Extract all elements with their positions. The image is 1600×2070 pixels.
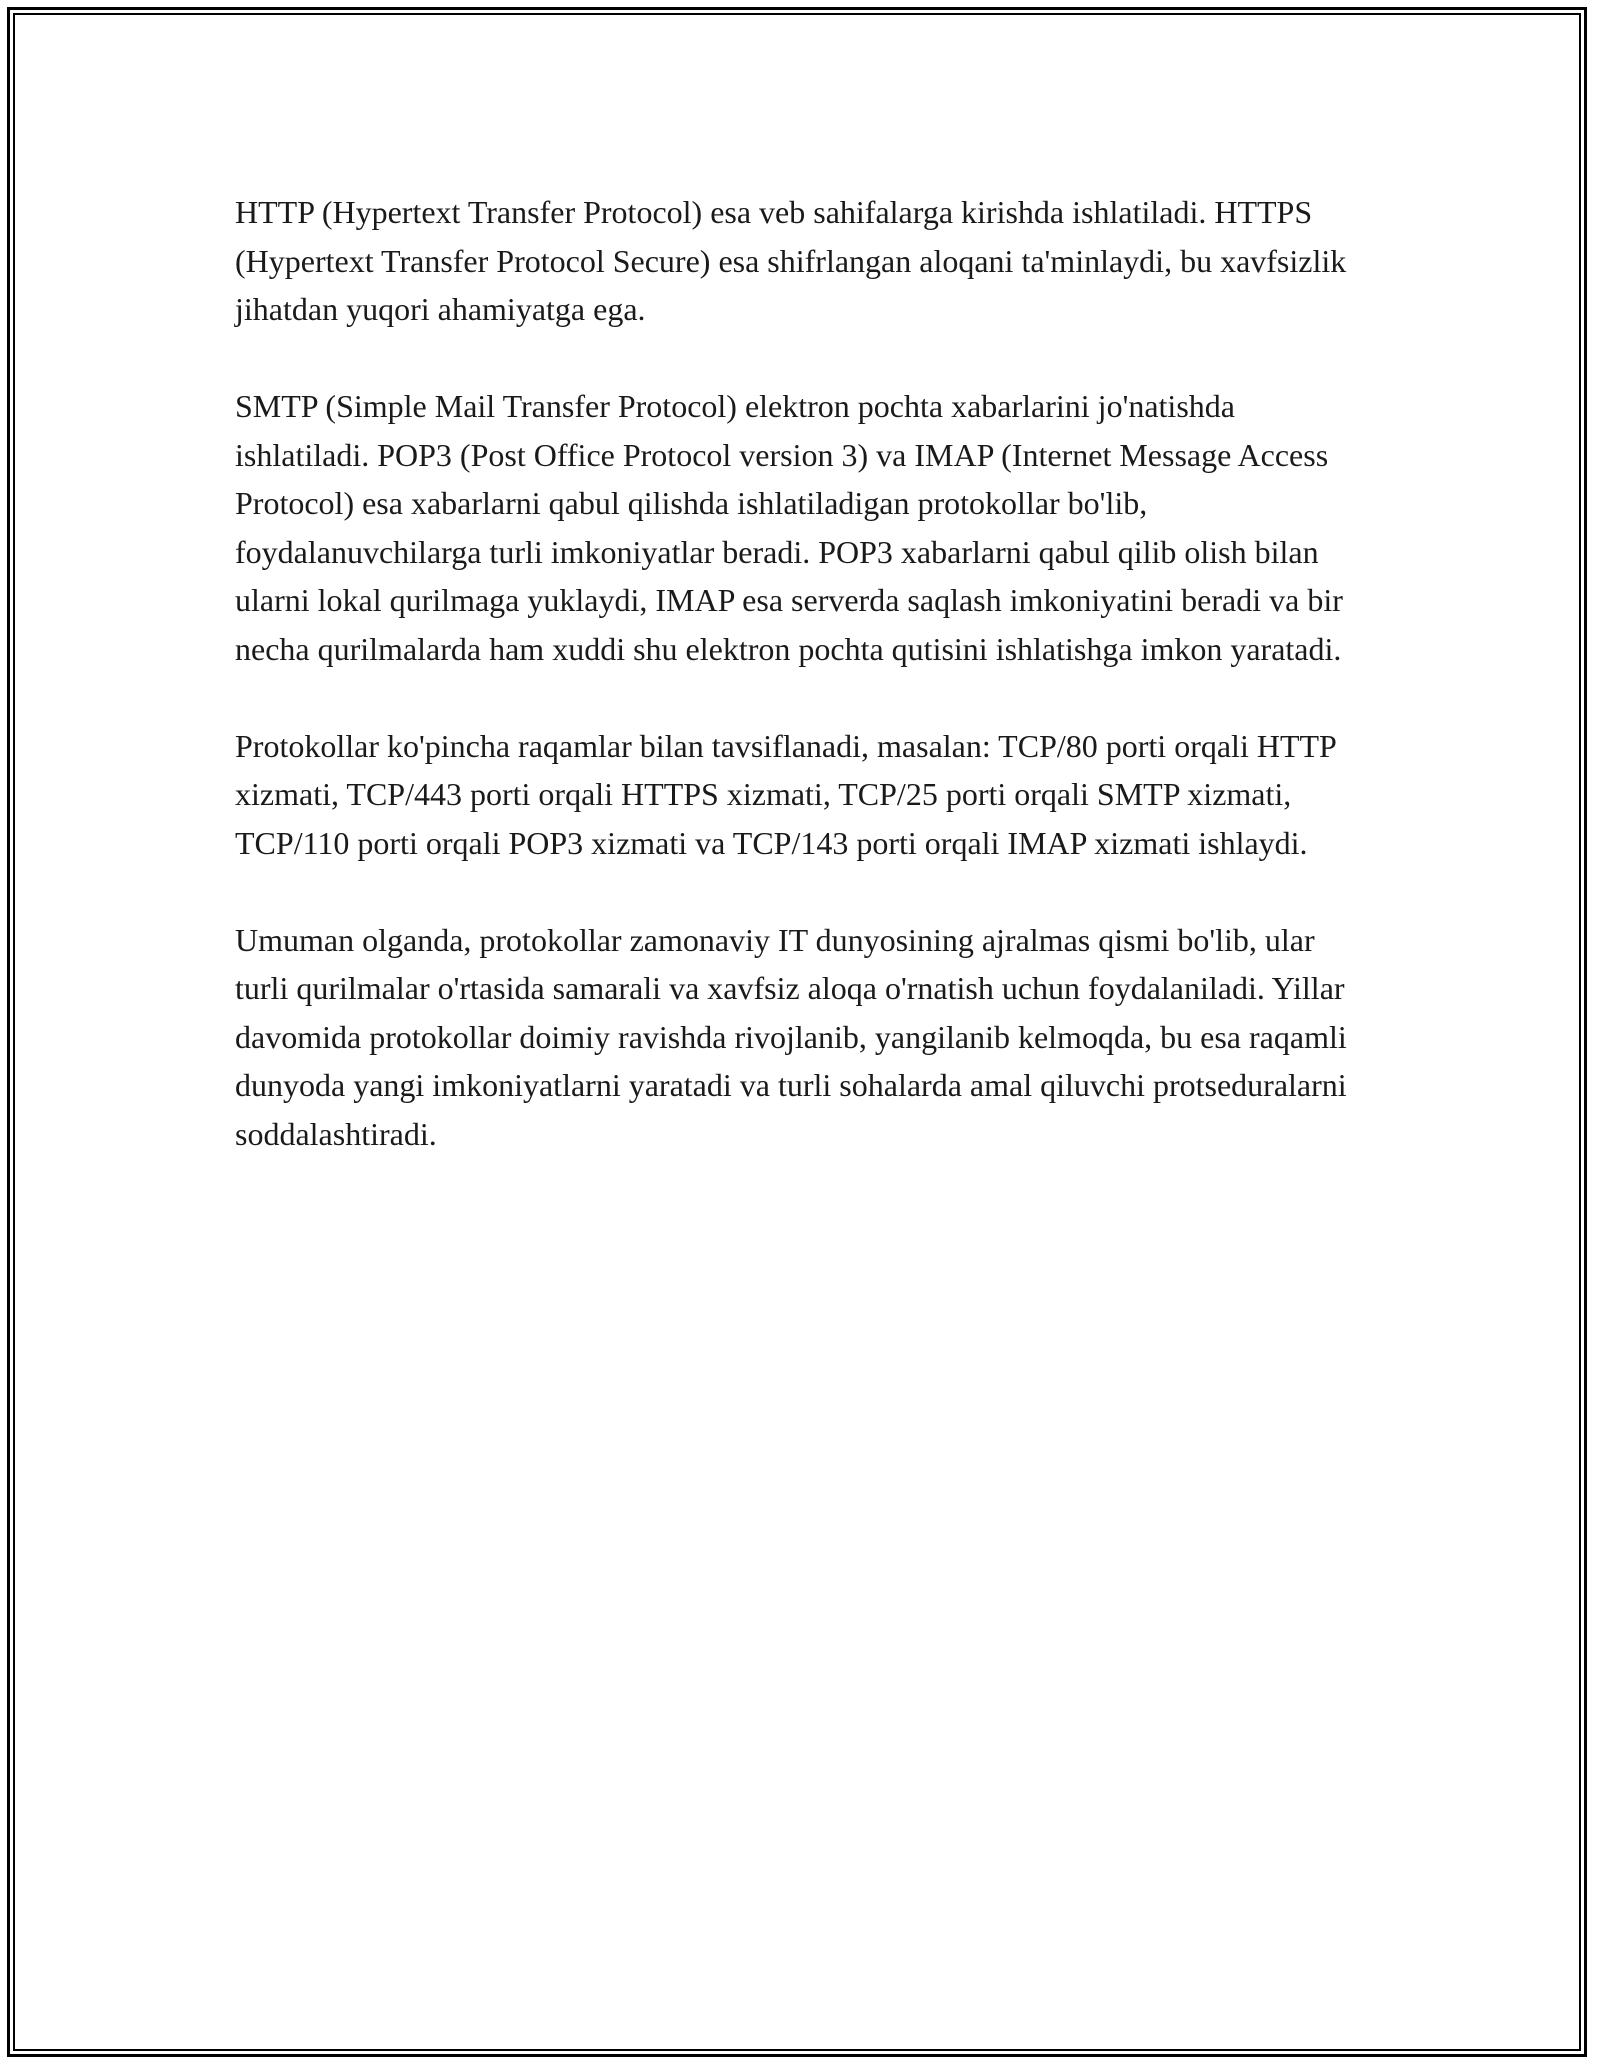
document-body (235, 188, 1365, 1207)
paragraph-protocol-ports: Protokollar ko'pincha raqamlar bilan tavsiflanadi, masalan: TCP/80 porti orqali HTTP xizmati, TCP/443 porti orqali HTTPS xizmati, TCP/25 porti orqali SMTP xizmati, TCP/110 porti orqali POP3 xizmati va TCP/143 porti orqali IMAP xizmati ishlaydi. (235, 727, 1336, 861)
paragraph-conclusion: Umuman olganda, protokollar zamonaviy IT dunyosining ajralmas qismi bo'lib, ular turli qurilmalar o'rtasida samarali va xavfsiz aloqa o'rnatish uchun foydalaniladi. Yillar davomida protokollar doimiy ravishda rivojlanib, yangilanib kelmoqda, bu esa raqamli dunyoda yangi imkoniyatlarni yaratadi va turli sohalarda amal qiluvchi protseduralarni soddalashtiradi. (235, 921, 1347, 1152)
paragraph-http-https: HTTP (Hypertext Transfer Protocol) esa veb sahifalarga kirishda ishlatiladi. HTTPS (Hypertext Transfer Protocol Secure) esa shifrlangan aloqani ta'minlaydi, bu xavfsizlik jihatdan yuqori ahamiyatga ega. (235, 194, 1347, 327)
paragraph-smtp-pop3-imap: SMTP (Simple Mail Transfer Protocol) elektron pochta xabarlarini jo'natishda ishlatiladi. POP3 (Post Office Protocol version 3) va IMAP (Internet Message Access Protocol) esa xabarlarni qabul qilishda ishlatiladigan protokollar bo'lib, foydalanuvchilarga turli imkoniyatlar beradi. POP3 xabarlarni qabul qilib olish bilan ularni lokal qurilmaga yuklaydi, IMAP esa serverda saqlash imkoniyatini beradi va bir necha qurilmalarda ham xuddi shu elektron pochta qutisini ishlatishga imkon yaratadi. (235, 388, 1343, 667)
